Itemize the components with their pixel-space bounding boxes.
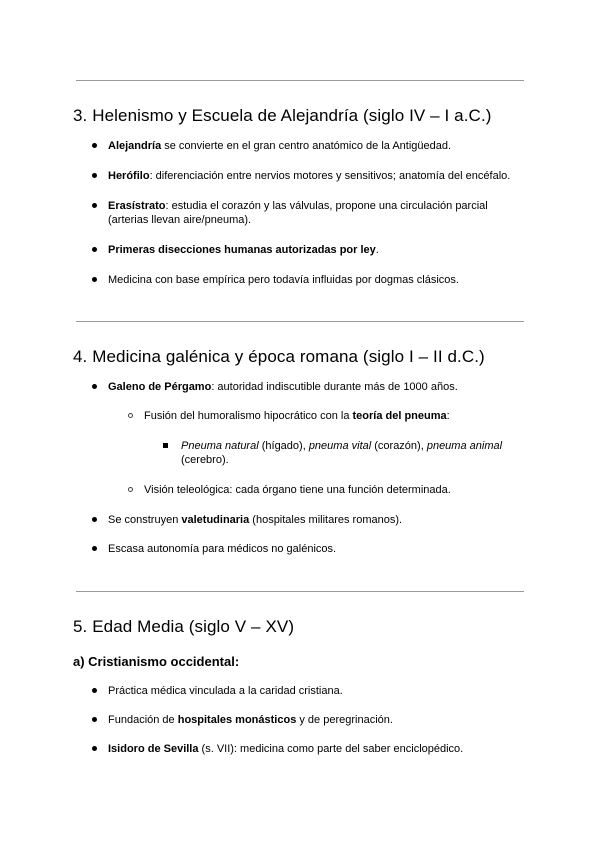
list-item: Primeras disecciones humanas autorizadas por ley. [108,244,379,256]
bullet-icon [92,517,97,522]
section-heading-edad-media: 5. Edad Media (siglo V – XV) [73,617,295,636]
list-item: Se construyen valetudinaria (hospitales militares romanos). [108,514,403,526]
list-item: Visión teleológica: cada órgano tiene una función determinada. [144,484,451,496]
bullet-icon [92,247,97,252]
list-item: Alejandría se convierte en el gran centro anatómico de la Antigüedad. [108,140,452,152]
list-item: Isidoro de Sevilla (s. VII): medicina como parte del saber enciclopédico. [108,743,464,755]
divider [76,321,524,322]
list-item: Medicina con base empírica pero todavía influidas por dogmas clásicos. [108,274,459,286]
bullet-icon [92,717,97,722]
bullet-icon [92,143,97,148]
list-item-continuation: (cerebro). [181,454,229,466]
list-item-continuation: (arterias llevan aire/pneuma). [108,214,252,226]
list-item: Herófilo: diferenciación entre nervios motores y sensitivos; anatomía del encéfalo. [108,170,511,182]
bullet-circle-icon [128,487,133,492]
list-item: Galeno de Pérgamo: autoridad indiscutible durante más de 1000 años. [108,381,458,393]
bullet-square-icon [163,443,168,448]
divider [76,80,524,81]
section-heading-helenismo: 3. Helenismo y Escuela de Alejandría (siglo IV – I a.C.) [73,106,492,125]
section-heading-galenica: 4. Medicina galénica y época romana (siglo I – II d.C.) [73,347,485,366]
bullet-icon [92,203,97,208]
bullet-circle-icon [128,413,133,418]
bullet-icon [92,173,97,178]
list-item: Práctica médica vinculada a la caridad cristiana. [108,685,343,697]
bullet-icon [92,688,97,693]
bullet-icon [92,384,97,389]
list-item: Erasístrato: estudia el corazón y las válvulas, propone una circulación parcial [108,200,488,212]
bullet-icon [92,277,97,282]
list-item: Escasa autonomía para médicos no galénicos. [108,543,337,555]
subsection-heading-cristianismo: a) Cristianismo occidental: [73,654,240,669]
bullet-icon [92,746,97,751]
list-item: Fundación de hospitales monásticos y de peregrinación. [108,714,393,726]
list-item: Pneuma natural (hígado), pneuma vital (corazón), pneuma animal [181,440,503,452]
divider [76,591,524,592]
list-item: Fusión del humoralismo hipocrático con la teoría del pneuma: [144,410,450,422]
bullet-icon [92,546,97,551]
